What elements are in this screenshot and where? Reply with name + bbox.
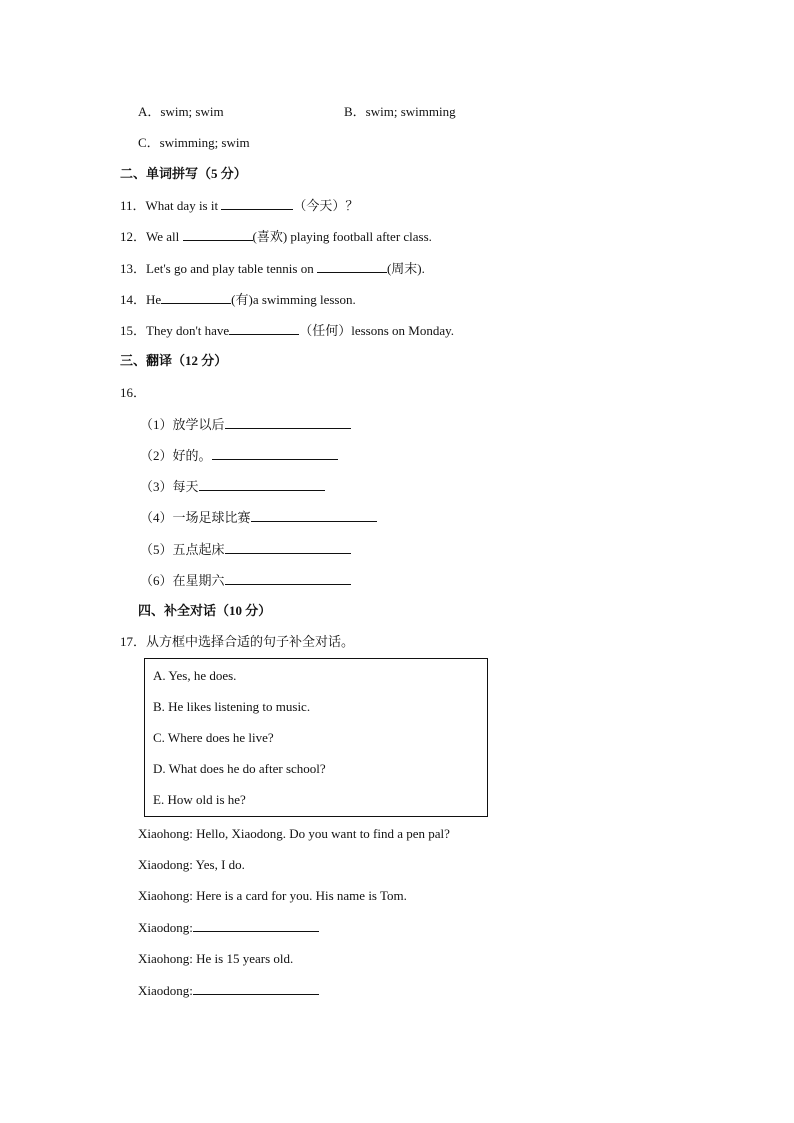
- answer-blank[interactable]: [193, 981, 319, 995]
- translation-item-2: [140, 446, 338, 465]
- question-17: 17．从方框中选择合适的句子补全对话。: [120, 634, 355, 649]
- dialogue-option-c: C. Where does he live?: [153, 730, 274, 745]
- dialogue-line-1: Xiaohong: Hello, Xiaodong. Do you want to find a pen pal?: [138, 826, 450, 841]
- question-14-text: 14．He: [120, 292, 162, 307]
- translation-item-5: [140, 540, 351, 559]
- section3-heading: 三、翻译（12 分）: [120, 353, 228, 368]
- answer-blank[interactable]: [193, 918, 319, 932]
- translation-prompt: （6）在星期六: [140, 573, 225, 588]
- question-15: [120, 321, 454, 340]
- section2-heading: 二、单词拼写（5 分）: [120, 166, 247, 181]
- question-11: [120, 196, 358, 215]
- dialogue-line-5: Xiaohong: He is 15 years old.: [138, 951, 294, 966]
- question-15-text: 15．They don't have: [120, 323, 230, 338]
- translation-prompt: （4）一场足球比赛: [140, 510, 251, 525]
- answer-blank[interactable]: [212, 446, 338, 460]
- dialogue-line-2: Xiaodong: Yes, I do.: [138, 857, 245, 872]
- translation-prompt: （5）五点起床: [140, 542, 225, 557]
- dialogue-option-d: D. What does he do after school?: [153, 761, 326, 776]
- answer-blank[interactable]: [225, 571, 351, 585]
- dialogue-option-e: E. How old is he?: [153, 792, 246, 807]
- answer-blank[interactable]: [317, 259, 387, 273]
- question-14: [120, 290, 356, 309]
- question-15-hint: （任何）lessons on Monday.: [299, 323, 455, 338]
- dialogue-option-a: A. Yes, he does.: [153, 668, 237, 683]
- translation-prompt: （3）每天: [140, 479, 199, 494]
- question-11-hint: （今天）？: [293, 198, 359, 213]
- speaker-label: Xiaodong:: [138, 983, 193, 998]
- answer-blank[interactable]: [161, 290, 231, 304]
- answer-blank[interactable]: [221, 196, 293, 210]
- answer-blank[interactable]: [225, 540, 351, 554]
- translation-item-6: [140, 571, 351, 590]
- speaker-label: Xiaodong:: [138, 920, 193, 935]
- question-12-text: 12．We all: [120, 229, 183, 244]
- answer-blank[interactable]: [225, 415, 351, 429]
- section4-heading: 四、补全对话（10 分）: [138, 603, 272, 618]
- question-14-hint: (有)a swimming lesson.: [231, 292, 356, 307]
- answer-blank[interactable]: [251, 508, 377, 522]
- answer-blank[interactable]: [199, 477, 325, 491]
- option-b: B．swim; swimming: [344, 104, 456, 119]
- answer-blank[interactable]: [183, 227, 253, 241]
- question-13-hint: (周末).: [386, 261, 425, 276]
- dialogue-line-6: [138, 981, 319, 1000]
- dialogue-line-3: Xiaohong: Here is a card for you. His name is Tom.: [138, 888, 407, 903]
- question-11-text: 11．What day is it: [120, 198, 222, 213]
- dialogue-option-b: B. He likes listening to music.: [153, 699, 311, 714]
- question-13: [120, 259, 425, 278]
- translation-item-4: [140, 508, 377, 527]
- translation-item-1: [140, 415, 351, 434]
- question-16: 16．: [120, 385, 147, 400]
- question-12-hint: (喜欢) playing football after class.: [252, 229, 432, 244]
- question-13-text: 13．Let's go and play table tennis on: [120, 261, 317, 276]
- answer-blank[interactable]: [229, 321, 299, 335]
- option-c: C．swimming; swim: [138, 135, 250, 150]
- translation-prompt: （1）放学以后: [140, 417, 225, 432]
- question-12: [120, 227, 432, 246]
- translation-item-3: [140, 477, 325, 496]
- translation-prompt: （2）好的。: [140, 448, 212, 463]
- option-a: A．swim; swim: [138, 104, 224, 119]
- options-box: [144, 658, 488, 817]
- dialogue-line-4: [138, 918, 319, 937]
